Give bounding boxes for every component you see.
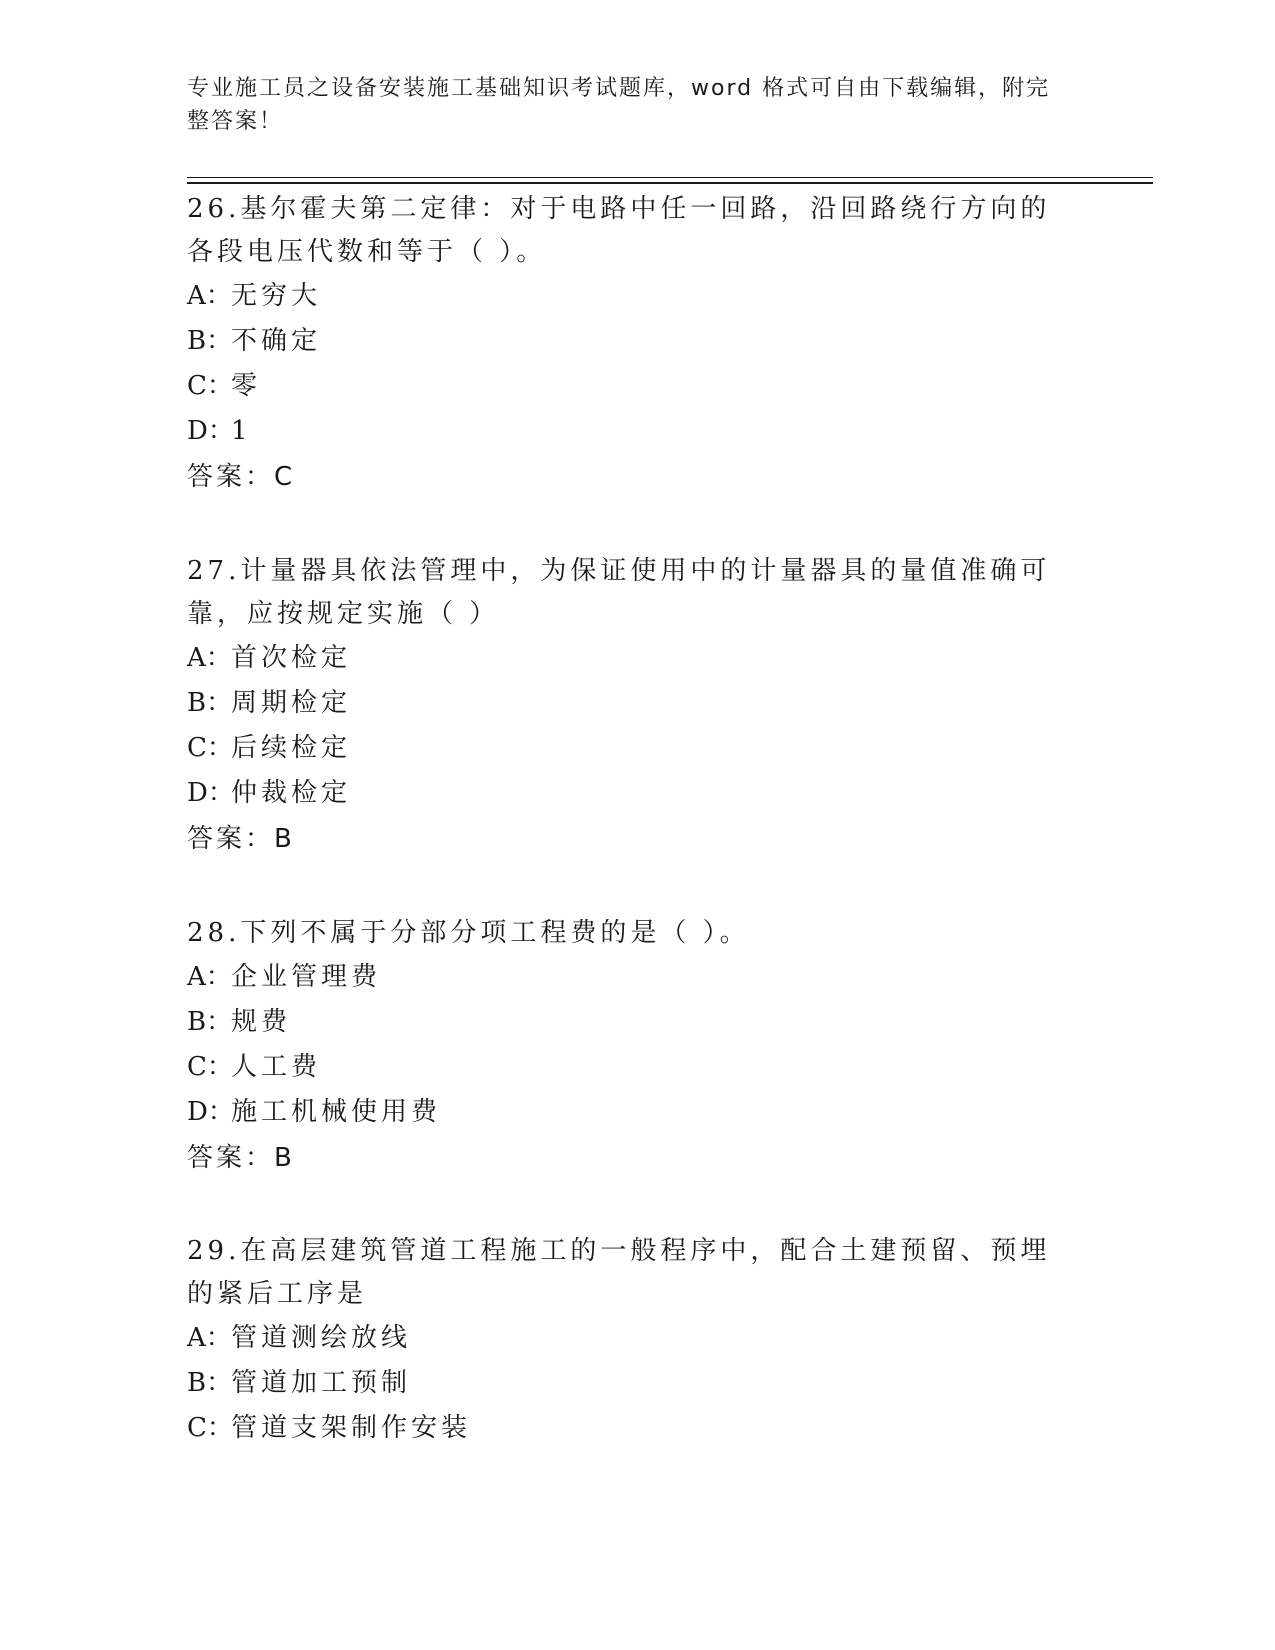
answer-label: 答案：B: [187, 1143, 295, 1173]
option-d: D：1: [187, 416, 252, 446]
answer-label: 答案：B: [187, 824, 295, 854]
question-text: 29.在高层建筑管道工程施工的一般程序中，配合土建预留、预埋的紧后工序是: [187, 1236, 1051, 1309]
option-c: C：人工费: [187, 1052, 322, 1082]
question-text: 27.计量器具依法管理中，为保证使用中的计量器具的量值准确可靠，应按规定实施（ ）: [187, 556, 1051, 629]
header-divider-thin: [187, 177, 1153, 178]
option-c: C：管道支架制作安装: [187, 1413, 472, 1443]
option-c: C：后续检定: [187, 733, 352, 763]
option-a: A：无穷大: [187, 281, 322, 311]
option-a: A：首次检定: [187, 643, 352, 673]
answer-label: 答案：C: [187, 462, 296, 492]
question-text: 28.下列不属于分部分项工程费的是（ ）。: [187, 918, 750, 948]
option-b: B：管道加工预制: [187, 1368, 412, 1398]
option-d: D：仲裁检定: [187, 778, 352, 808]
option-b: B：不确定: [187, 326, 322, 356]
option-a: A：管道测绘放线: [187, 1323, 412, 1353]
header-divider-thick: [187, 182, 1153, 184]
option-b: B：周期检定: [187, 688, 352, 718]
option-a: A：企业管理费: [187, 962, 382, 992]
option-d: D：施工机械使用费: [187, 1097, 442, 1127]
question-26: [187, 188, 1067, 500]
option-c: C：零: [187, 371, 262, 401]
question-text: 26.基尔霍夫第二定律：对于电路中任一回路，沿回路绕行方向的各段电压代数和等于（ ）。: [187, 194, 1051, 267]
question-29: [187, 1230, 1067, 1451]
question-27: [187, 550, 1067, 862]
option-b: B：规费: [187, 1007, 292, 1037]
document-header: 专业施工员之设备安装施工基础知识考试题库，word 格式可自由下载编辑，附完整答案！: [187, 76, 1051, 134]
question-28: [187, 912, 1067, 1181]
